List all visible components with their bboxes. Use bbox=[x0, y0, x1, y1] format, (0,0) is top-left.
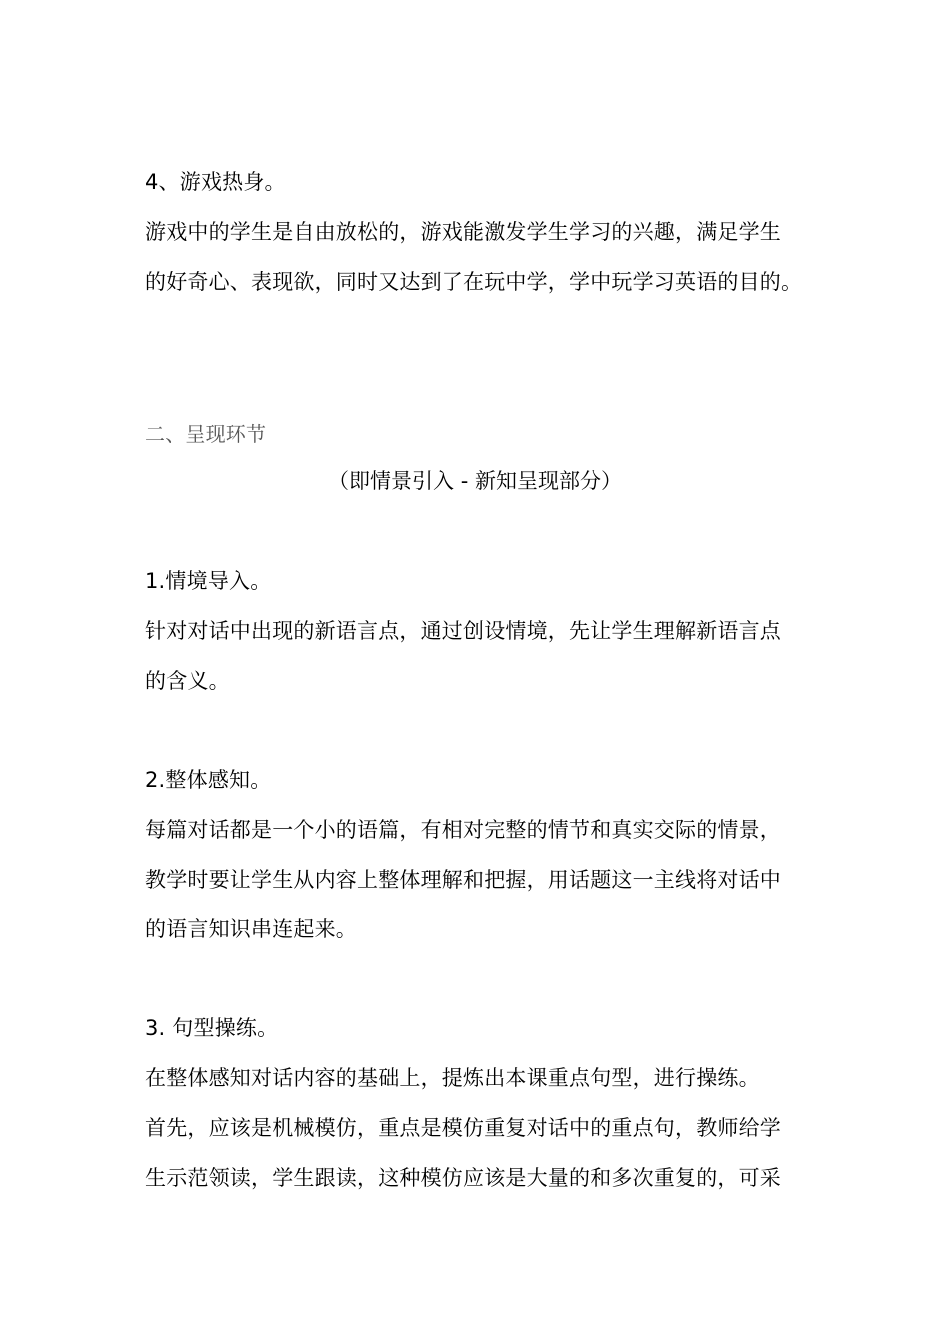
item3-title: 3. 句型操练。 bbox=[145, 1016, 279, 1040]
part2-subtitle: （即情景引入 - 新知呈现部分） bbox=[328, 469, 622, 493]
part2-heading: 二、呈现环节 bbox=[145, 422, 267, 446]
item2-body-line-1: 每篇对话都是一个小的语篇，有相对完整的情节和真实交际的情景， bbox=[145, 818, 781, 842]
section4-body-line-1: 游戏中的学生是自由放松的，游戏能激发学生学习的兴趣，满足学生 bbox=[145, 220, 781, 244]
item3-body-line-1: 在整体感知对话内容的基础上，提炼出本课重点句型，进行操练。 bbox=[145, 1066, 760, 1090]
item3-body-line-2: 首先，应该是机械模仿，重点是模仿重复对话中的重点句，教师给学 bbox=[145, 1116, 781, 1140]
section4-body-line-2: 的好奇心、表现欲，同时又达到了在玩中学，学中玩学习英语的目的。 bbox=[145, 270, 803, 294]
section4-title: 4、游戏热身。 bbox=[145, 170, 286, 194]
item1-title: 1.情境导入。 bbox=[145, 569, 272, 593]
item1-body-line-2: 的含义。 bbox=[145, 669, 230, 693]
item2-title: 2.整体感知。 bbox=[145, 768, 272, 792]
item2-body-line-3: 的语言知识串连起来。 bbox=[145, 917, 357, 941]
item3-body-line-3: 生示范领读，学生跟读，这种模仿应该是大量的和多次重复的，可采 bbox=[145, 1166, 781, 1190]
item1-body-line-1: 针对对话中出现的新语言点，通过创设情境，先让学生理解新语言点 bbox=[145, 619, 781, 643]
item2-body-line-2: 教学时要让学生从内容上整体理解和把握，用话题这一主线将对话中 bbox=[145, 868, 781, 892]
